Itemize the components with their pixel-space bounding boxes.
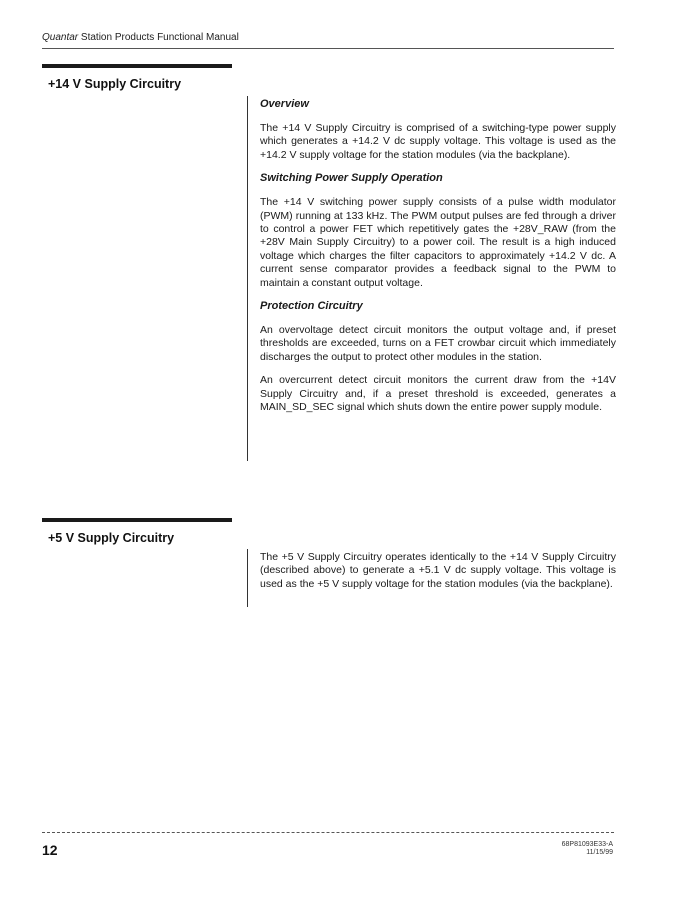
page-number: 12 — [42, 842, 58, 858]
paragraph-overvoltage: An overvoltage detect circuit monitors the output voltage and, if preset thresholds are exceeded, turns on a FET crowbar circuit which immediately discharges the output to protect other modules in the station. — [260, 324, 616, 363]
subhead-overview: Overview — [260, 98, 309, 110]
section-title-14v: +14 V Supply Circuitry — [48, 77, 182, 91]
header-brand: Quantar — [42, 32, 79, 43]
header-title: Station Products Functional Manual — [78, 32, 239, 43]
section-title-5v: +5 V Supply Circuitry — [48, 531, 175, 545]
header-divider — [42, 48, 614, 49]
section-bar-14v — [42, 64, 232, 68]
section-body-5v — [247, 549, 616, 607]
subhead-switching-operation: Switching Power Supply Operation — [260, 172, 443, 185]
document-number: 68P81093E33-A — [561, 841, 613, 848]
paragraph-overcurrent: An overcurrent detect circuit monitors the current draw from the +14V Supply Circuitry and, if a preset threshold is exceeded, generates a MAIN_SD_SEC signal which shuts down the entire power supply module. — [260, 374, 616, 414]
section-bar-5v — [42, 518, 232, 522]
paragraph-5v-supply: The +5 V Supply Circuitry operates identically to the +14 V Supply Circuitry (described above) to generate a +5.1 V dc supply voltage. This voltage is used as the +5 V supply voltage for the station modules (via the backplane). — [260, 551, 616, 590]
footer-divider — [42, 832, 614, 833]
page-header — [42, 32, 614, 44]
section-body-14v — [247, 96, 616, 461]
paragraph-overview: The +14 V Supply Circuitry is comprised of a switching-type power supply which generates a +14.2 V dc supply voltage. This voltage is used as the +14.2 V supply voltage for the station modules (via the backplane). — [260, 122, 616, 161]
paragraph-switching-operation: The +14 V switching power supply consists of a pulse width modulator (PWM) running at 133 kHz. The PWM output pulses are fed through a driver to control a power FET which repetitively gates the +28V_RAW (from the +28V Main Supply Circuitry) to a power coil. The result is a high induced voltage which charges the filter capacitors to approximately +14.2 V dc. A current sense comparator provides a feedback signal to the PWM to maintain a constant output voltage. — [260, 196, 616, 289]
document-date: 11/15/99 — [586, 849, 613, 856]
footer-doc-info — [562, 841, 613, 857]
subhead-protection-circuitry: Protection Circuitry — [260, 300, 363, 313]
